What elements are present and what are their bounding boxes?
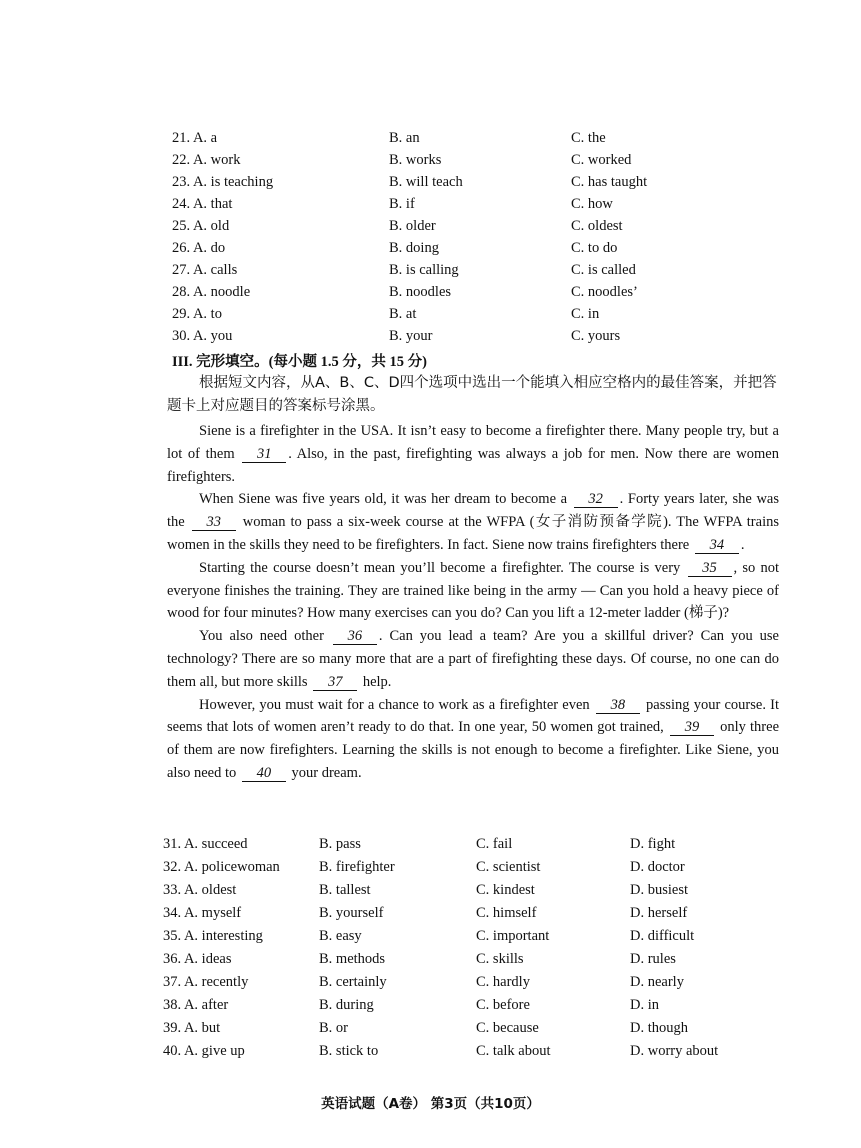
option-b: B. older <box>389 218 436 234</box>
option-c: C. yours <box>571 328 621 344</box>
option-row-31 <box>163 833 803 856</box>
blank-40: 40 <box>242 765 286 782</box>
blank-38: 38 <box>596 697 640 714</box>
option-b: B. pass <box>319 836 361 852</box>
option-a: 35. A. interesting <box>163 928 263 944</box>
text: You also need other <box>199 628 324 645</box>
section-instruction: 根据短文内容，从A、B、C、D四个选项中选出一个能填入相应空格内的最佳答案，并把答题卡上对应题目的答案标号涂黑。 <box>167 375 777 414</box>
option-b: B. doing <box>389 240 439 256</box>
option-b: B. if <box>389 196 415 212</box>
option-a: 22. A. work <box>172 152 241 168</box>
option-b: B. methods <box>319 951 386 967</box>
blank-31: 31 <box>242 446 286 463</box>
option-a: 40. A. give up <box>163 1043 245 1059</box>
option-d: D. though <box>630 1020 688 1036</box>
option-row-27 <box>172 259 792 281</box>
option-d: D. nearly <box>630 974 684 990</box>
option-d: D. rules <box>630 951 676 967</box>
option-b: B. at <box>389 306 417 322</box>
option-c: C. has taught <box>571 174 648 190</box>
option-a: 39. A. but <box>163 1020 221 1036</box>
option-d: D. doctor <box>630 859 685 875</box>
option-row-22 <box>172 149 792 171</box>
section-title: III. 完形填空。(每小题 1.5 分，共 15 分) <box>172 354 427 370</box>
text: Starting the course doesn’t mean you’ll become a firefighter. The course is very <box>199 559 681 576</box>
option-c: C. to do <box>571 240 618 256</box>
text: , so not everyone finishes the training. They are trained like being in the army — Can you hold a heavy piece of wood for four minutes? How many exercises can you do? Can you lift a 12-meter ladder (梯子)? <box>167 559 780 622</box>
option-row-32 <box>163 856 803 879</box>
option-row-39 <box>163 1017 803 1040</box>
option-a: 34. A. myself <box>163 905 242 921</box>
option-d: D. fight <box>630 836 676 852</box>
option-c: C. is called <box>571 262 636 278</box>
option-a: 29. A. to <box>172 306 222 322</box>
text: woman to pass a six-week course at the WFPA (女子消防预备学院). The WFPA trains women in the skills they need to be firefighters. In fact. Siene now trains firefighters there <box>167 514 779 553</box>
option-d: D. in <box>630 997 659 1013</box>
option-d: D. difficult <box>630 928 695 944</box>
option-row-37 <box>163 971 803 994</box>
option-c: C. scientist <box>476 859 541 875</box>
option-c: C. how <box>571 196 613 212</box>
cloze-passage <box>167 420 779 785</box>
option-c: C. worked <box>571 152 632 168</box>
option-d: D. worry about <box>630 1043 719 1059</box>
option-row-34 <box>163 902 803 925</box>
option-row-23 <box>172 171 792 193</box>
option-c: C. kindest <box>476 882 535 898</box>
text: . <box>740 536 745 553</box>
option-d: D. busiest <box>630 882 688 898</box>
option-d: D. herself <box>630 905 688 921</box>
paragraph-4 <box>167 625 779 693</box>
option-b: B. an <box>389 130 420 146</box>
option-b: B. works <box>389 152 442 168</box>
option-a: 24. A. that <box>172 196 233 212</box>
option-b: B. your <box>389 328 433 344</box>
option-c: C. noodles’ <box>571 284 638 300</box>
blank-39: 39 <box>670 719 714 736</box>
option-row-21 <box>172 127 792 149</box>
option-b: B. will teach <box>389 174 463 190</box>
text: . Forty years later, she was the <box>167 491 780 531</box>
blank-36: 36 <box>333 628 377 645</box>
option-row-36 <box>163 948 803 971</box>
page-footer: 英语试题（A卷） 第3页（共10页） <box>321 1096 540 1112</box>
option-row-38 <box>163 994 803 1017</box>
option-b: B. tallest <box>319 882 371 898</box>
blank-33: 33 <box>192 514 236 531</box>
option-c: C. talk about <box>476 1043 551 1059</box>
option-a: 38. A. after <box>163 997 229 1013</box>
option-a: 31. A. succeed <box>163 836 248 852</box>
option-b: B. during <box>319 997 374 1013</box>
option-c: C. the <box>571 130 606 146</box>
text: When Siene was five years old, it was her dream to become a <box>199 491 568 508</box>
option-a: 23. A. is teaching <box>172 174 274 190</box>
blank-37: 37 <box>313 674 357 691</box>
blank-35: 35 <box>688 560 732 577</box>
option-row-24 <box>172 193 792 215</box>
paragraph-1 <box>167 420 779 488</box>
option-b: B. firefighter <box>319 859 395 875</box>
option-c: C. skills <box>476 951 524 967</box>
text: your dream. <box>291 764 362 781</box>
option-c: C. because <box>476 1020 539 1036</box>
option-b: B. certainly <box>319 974 387 990</box>
option-a: 30. A. you <box>172 328 233 344</box>
paragraph-2 <box>167 488 779 556</box>
paragraph-3 <box>167 557 779 625</box>
option-b: B. or <box>319 1020 348 1036</box>
option-c: C. before <box>476 997 530 1013</box>
option-c: C. hardly <box>476 974 530 990</box>
text: passing your course. It seems that lots of women aren’t ready to do that. In one year, 50 women got trained, <box>167 696 779 736</box>
option-row-35 <box>163 925 803 948</box>
option-b: B. yourself <box>319 905 384 921</box>
option-a: 21. A. a <box>172 130 218 146</box>
text: . Can you lead a team? Are you a skillful driver? Can you use technology? There are so many more that are a part of firefighting these days. Of course, no one can do them all, but more skills <box>167 628 779 690</box>
option-a: 28. A. noodle <box>172 284 251 300</box>
option-c: C. himself <box>476 905 537 921</box>
option-c: C. important <box>476 928 550 944</box>
option-b: B. stick to <box>319 1043 379 1059</box>
paragraph-5 <box>167 694 779 785</box>
option-b: B. is calling <box>389 262 459 278</box>
text: . Also, in the past, firefighting was always a job for men. Now there are women firefighters. <box>167 445 779 485</box>
text: Siene is a firefighter in the USA. It isn’t easy to become a firefighter there. Many people try, but a lot of them <box>167 423 779 462</box>
option-a: 36. A. ideas <box>163 951 232 967</box>
text: However, you must wait for a chance to work as a firefighter even <box>199 696 590 713</box>
option-row-28 <box>172 281 792 303</box>
option-c: C. in <box>571 306 600 322</box>
option-a: 26. A. do <box>172 240 226 256</box>
option-c: C. fail <box>476 836 513 852</box>
option-a: 33. A. oldest <box>163 882 237 898</box>
text: help. <box>362 673 392 690</box>
blank-34: 34 <box>695 537 739 554</box>
option-a: 27. A. calls <box>172 262 238 278</box>
option-row-25 <box>172 215 792 237</box>
option-a: 32. A. policewoman <box>163 859 280 875</box>
option-b: B. easy <box>319 928 362 944</box>
option-row-29 <box>172 303 792 325</box>
option-row-26 <box>172 237 792 259</box>
option-a: 25. A. old <box>172 218 230 234</box>
option-c: C. oldest <box>571 218 623 234</box>
option-row-30 <box>172 325 792 347</box>
option-row-40 <box>163 1040 803 1063</box>
option-row-33 <box>163 879 803 902</box>
option-b: B. noodles <box>389 284 452 300</box>
blank-32: 32 <box>574 491 618 508</box>
text: only three of them are now firefighters. Learning the skills is not enough to become a firefighter. Like Siene, you also need to <box>167 719 780 781</box>
option-a: 37. A. recently <box>163 974 249 990</box>
